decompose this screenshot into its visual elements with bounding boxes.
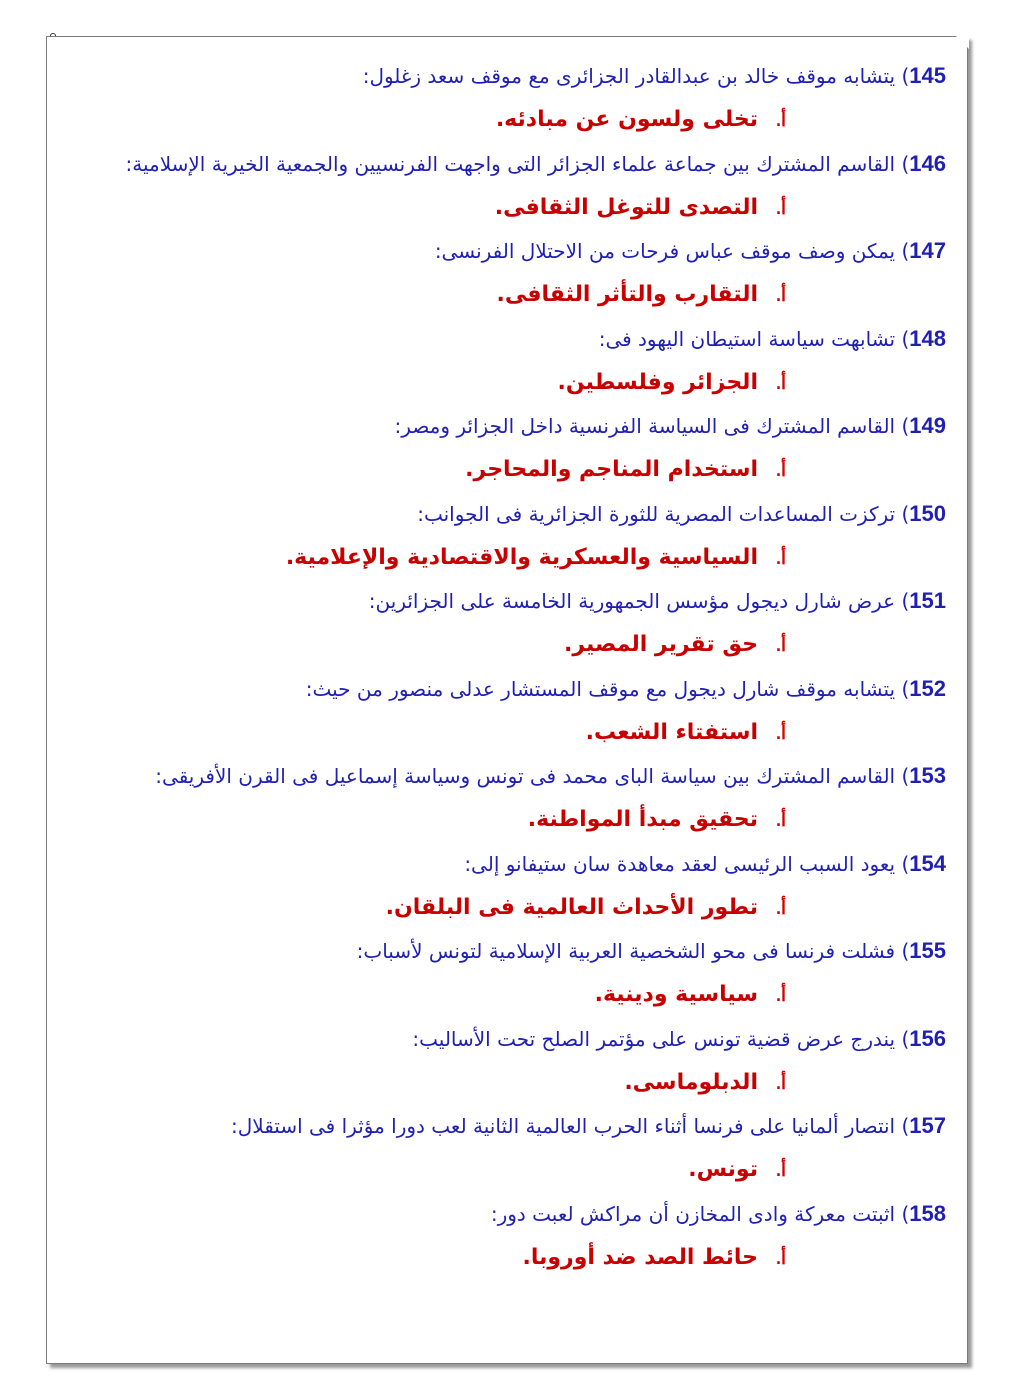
question-paren: ) bbox=[895, 151, 910, 176]
answer-line bbox=[386, 890, 946, 926]
answer-line bbox=[528, 802, 946, 838]
question-number: 148 bbox=[909, 325, 946, 351]
question-list bbox=[46, 50, 946, 1275]
question-item bbox=[46, 225, 946, 313]
answer-marker: أ. bbox=[775, 372, 786, 393]
question-text: اثبتت معركة وادى المخازن أن مراكش لعبت دور: bbox=[490, 1201, 896, 1226]
answer-marker: أ. bbox=[775, 547, 786, 568]
question-paren: ) bbox=[895, 64, 910, 88]
question-item bbox=[46, 663, 946, 751]
question-item bbox=[46, 750, 946, 838]
question-paren: ) bbox=[895, 414, 910, 438]
question-text: يعود السبب الرئيسى لعقد معاهدة سان ستيفانو إلى: bbox=[464, 851, 896, 876]
question-number: 158 bbox=[909, 1200, 946, 1226]
answer-marker: أ. bbox=[775, 110, 786, 130]
answer-line bbox=[586, 715, 946, 751]
answer-line bbox=[624, 1065, 946, 1101]
question-line bbox=[155, 758, 946, 794]
question-item bbox=[46, 1188, 946, 1276]
answer-text: التصدى للتوغل الثقافى. bbox=[494, 194, 758, 220]
question-line bbox=[357, 933, 946, 969]
question-line bbox=[395, 408, 946, 444]
question-line bbox=[435, 233, 946, 269]
answer-line bbox=[595, 977, 946, 1013]
answer-marker: أ. bbox=[775, 285, 786, 305]
question-paren: ) bbox=[895, 676, 910, 701]
question-paren: ) bbox=[895, 589, 910, 613]
question-number: 150 bbox=[909, 500, 946, 526]
answer-marker: أ. bbox=[775, 810, 786, 830]
answer-text: التقارب والتأثر الثقافى. bbox=[496, 282, 758, 307]
answer-text: تطور الأحداث العالمية فى البلقان. bbox=[385, 894, 758, 920]
question-paren: ) bbox=[895, 1201, 910, 1226]
question-paren: ) bbox=[895, 501, 910, 526]
question-number: 153 bbox=[909, 763, 946, 788]
answer-line bbox=[522, 1240, 946, 1276]
answer-marker: أ. bbox=[775, 1160, 786, 1180]
question-paren: ) bbox=[895, 1026, 910, 1051]
question-line bbox=[126, 146, 947, 182]
answer-text: الدبلوماسى. bbox=[624, 1069, 758, 1095]
question-number: 149 bbox=[909, 413, 946, 438]
question-line bbox=[599, 321, 946, 357]
answer-marker: أ. bbox=[775, 460, 786, 480]
question-paren: ) bbox=[895, 239, 910, 263]
question-item bbox=[46, 400, 946, 488]
question-line bbox=[412, 1021, 946, 1057]
answer-marker: أ. bbox=[775, 1247, 786, 1268]
question-number: 146 bbox=[909, 150, 946, 176]
answer-text: الجزائر وفلسطين. bbox=[557, 369, 758, 395]
question-text: فشلت فرنسا فى محو الشخصية العربية الإسلامية لتونس لأسباب: bbox=[356, 939, 896, 963]
question-number: 145 bbox=[909, 63, 946, 88]
question-paren: ) bbox=[895, 326, 910, 351]
question-item bbox=[46, 138, 946, 226]
question-number: 152 bbox=[909, 675, 946, 701]
question-line bbox=[417, 496, 946, 532]
answer-line bbox=[496, 102, 946, 138]
answer-line bbox=[495, 190, 946, 226]
question-line bbox=[306, 671, 946, 707]
question-item bbox=[46, 313, 946, 401]
question-item bbox=[46, 1013, 946, 1101]
question-paren: ) bbox=[895, 764, 910, 788]
question-paren: ) bbox=[895, 1114, 910, 1138]
question-text: يمكن وصف موقف عباس فرحات من الاحتلال الفرنسى: bbox=[434, 239, 896, 263]
answer-line bbox=[496, 277, 946, 313]
question-text: يندرج عرض قضية تونس على مؤتمر الصلح تحت الأساليب: bbox=[412, 1026, 896, 1051]
answer-text: حق تقرير المصير. bbox=[564, 632, 758, 657]
question-item bbox=[46, 575, 946, 663]
question-line bbox=[491, 1196, 946, 1232]
question-line bbox=[464, 846, 946, 882]
answer-text: حائط الصد ضد أوروبا. bbox=[522, 1244, 758, 1270]
question-line bbox=[369, 583, 946, 619]
question-number: 154 bbox=[909, 850, 946, 876]
question-text: القاسم المشترك فى السياسة الفرنسية داخل الجزائر ومصر: bbox=[394, 414, 896, 438]
answer-marker: أ. bbox=[775, 985, 786, 1005]
answer-line bbox=[557, 365, 946, 401]
question-item bbox=[46, 1100, 946, 1188]
question-line bbox=[231, 1108, 946, 1144]
question-item bbox=[46, 50, 946, 138]
question-text: القاسم المشترك بين سياسة الباى محمد فى تونس وسياسة إسماعيل فى القرن الأفريقى: bbox=[155, 764, 896, 788]
answer-text: تحقيق مبدأ المواطنة. bbox=[527, 807, 758, 832]
answer-marker: أ. bbox=[775, 722, 786, 743]
question-text: القاسم المشترك بين جماعة علماء الجزائر التى واجهت الفرنسيين والجمعية الخيرية الإسلامية: bbox=[125, 151, 896, 176]
answer-marker: أ. bbox=[775, 1072, 786, 1093]
question-item bbox=[46, 488, 946, 576]
question-text: انتصار ألمانيا على فرنسا أثناء الحرب العالمية الثانية لعب دورا مؤثرا فى استقلال: bbox=[230, 1114, 896, 1138]
question-item bbox=[46, 838, 946, 926]
answer-text: تخلى ولسون عن مبادئه. bbox=[495, 107, 758, 132]
question-number: 151 bbox=[909, 588, 946, 613]
question-item bbox=[46, 925, 946, 1013]
answer-line bbox=[564, 627, 946, 663]
answer-line bbox=[688, 1152, 946, 1188]
question-text: عرض شارل ديجول مؤسس الجمهورية الخامسة على الجزائرين: bbox=[368, 589, 896, 613]
question-text: يتشابه موقف شارل ديجول مع موقف المستشار عدلى منصور من حيث: bbox=[305, 676, 896, 701]
question-paren: ) bbox=[895, 939, 910, 963]
answer-text: استفتاء الشعب. bbox=[585, 719, 758, 745]
question-paren: ) bbox=[895, 851, 910, 876]
answer-text: استخدام المناجم والمحاجر. bbox=[465, 457, 758, 482]
answer-line bbox=[465, 452, 946, 488]
question-number: 147 bbox=[909, 238, 946, 263]
question-text: تشابهت سياسة استيطان اليهود فى: bbox=[598, 326, 896, 351]
answer-line bbox=[286, 540, 946, 576]
question-text: يتشابه موقف خالد بن عبدالقادر الجزائرى مع موقف سعد زغلول: bbox=[362, 64, 896, 88]
question-line bbox=[363, 58, 946, 94]
page-corner-fold bbox=[955, 35, 969, 49]
answer-marker: أ. bbox=[775, 897, 786, 918]
answer-text: تونس. bbox=[688, 1157, 758, 1182]
question-number: 156 bbox=[909, 1025, 946, 1051]
question-number: 157 bbox=[909, 1113, 946, 1138]
answer-text: السياسية والعسكرية والاقتصادية والإعلامية. bbox=[285, 544, 758, 570]
question-text: تركزت المساعدات المصرية للثورة الجزائرية فى الجوانب: bbox=[417, 501, 896, 526]
answer-text: سياسية ودينية. bbox=[594, 982, 758, 1007]
answer-marker: أ. bbox=[775, 197, 786, 218]
question-number: 155 bbox=[909, 938, 946, 963]
answer-marker: أ. bbox=[775, 635, 786, 655]
